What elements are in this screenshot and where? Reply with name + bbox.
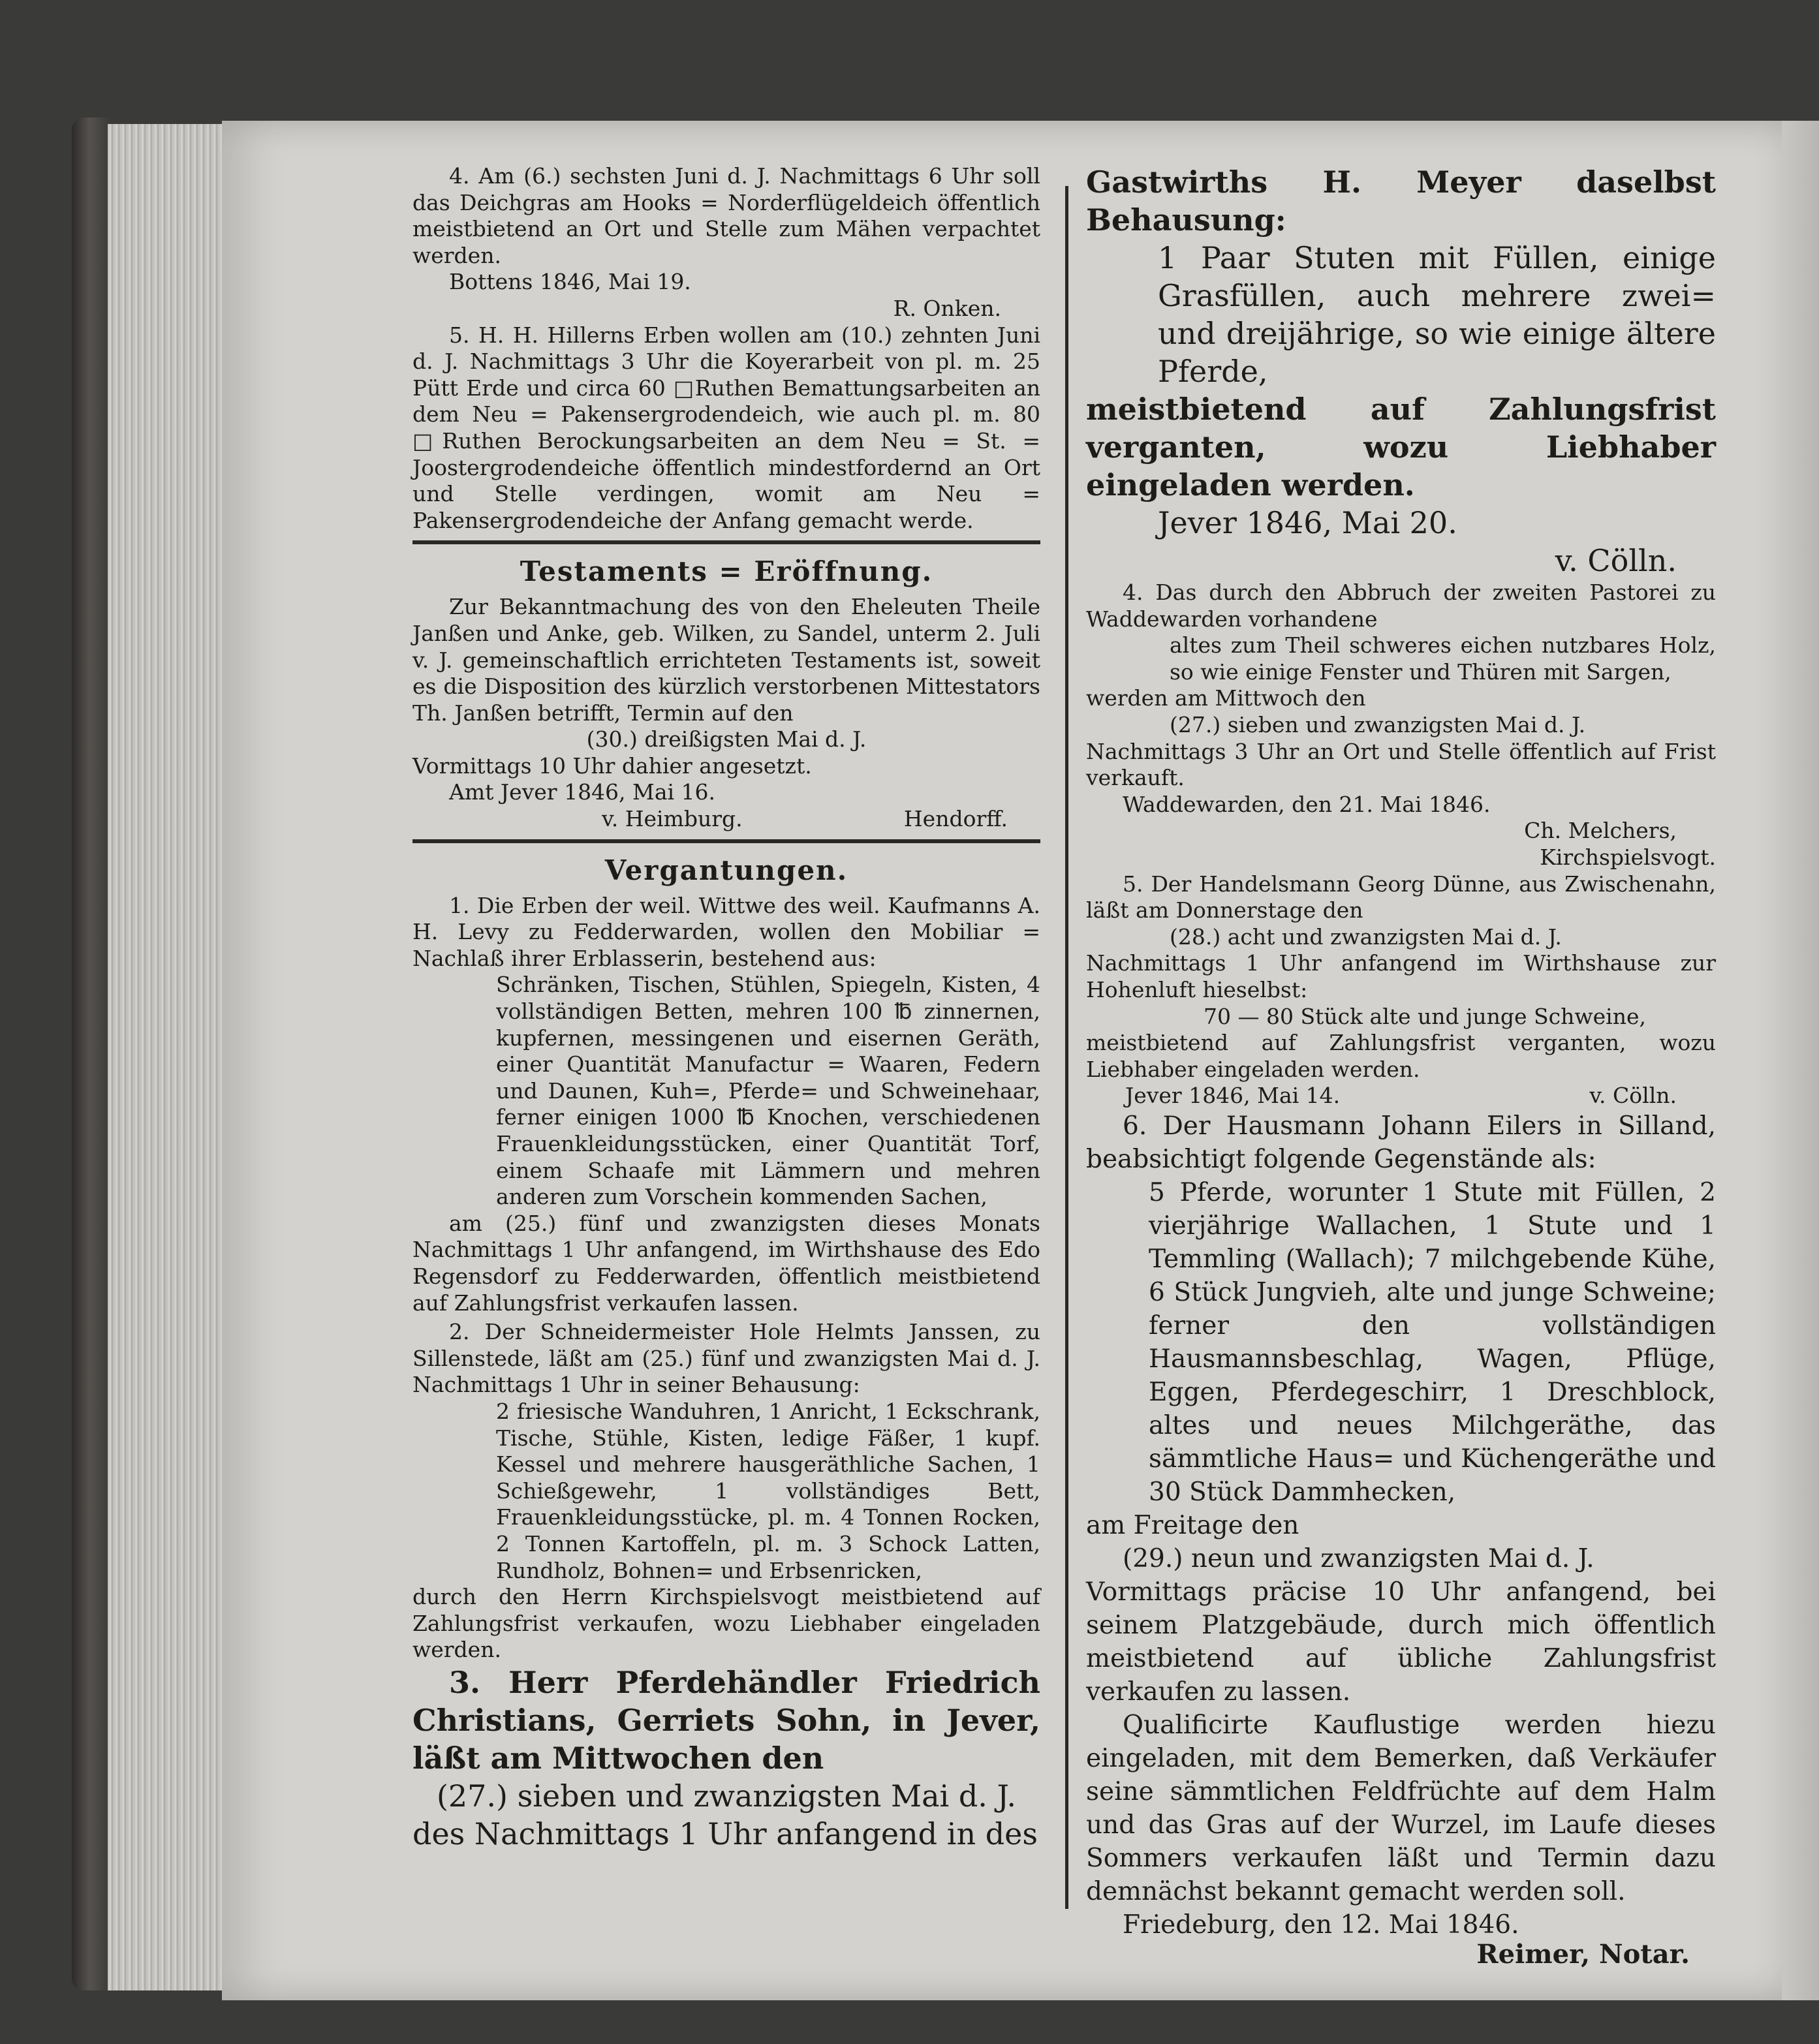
testament-place: Amt Jever 1846, Mai 16. [449, 779, 716, 805]
vergantung-3-intro: 3. Herr Pferdehändler Friedrich Christians, Gerriets Sohn, in Jever, läßt am Mittwochen den [412, 1664, 1040, 1776]
testament-time: Vormittags 10 Uhr dahier angesetzt. [412, 752, 812, 779]
vergantung-1-intro: 1. Die Erben der weil. Wittwe des weil. Kaufmanns A. H. Levy zu Fedderwarden, wollen den Mobiliar = Nachlaß ihrer Erblasserin, bestehend aus: [412, 892, 1040, 971]
vergantung-3-location: Gastwirths H. Meyer daselbst Behausung: [1086, 164, 1716, 238]
notice-4-signature: R. Onken. [893, 295, 1001, 321]
vergantung-3-date: (27.) sieben und zwanzigsten Mai d. J. [436, 1778, 1017, 1814]
vergantungen-heading: Vergantungen. [604, 854, 848, 886]
vergantung-2-intro: 2. Der Schneidermeister Hole Helmts Janssen, zu Sillenstede, läßt am (25.) fünf und zwanzigsten Mai d. J. Nachmittags 1 Uhr in seiner Behausung: [412, 1319, 1040, 1398]
vergantung-1-items: Schränken, Tischen, Stühlen, Spiegeln, Kisten, 4 vollständigen Betten, mehren 100 ℔ zinnernen, kupfernen, messingenen und eisernen Geräth, einer Quantität Manufactur = Waaren, Federn und Daunen, Kuh=, Pferde= und Schweinehaar, ferner einigen 1000 ℔ Knochen, verschiedenen Frauenkleidungsstücken, einer Quantität Torf, einem Schaafe mit Lämmern und mehren anderen zum Vorschein kommenden Sachen, [496, 972, 1040, 1210]
book-spine [72, 117, 111, 1990]
notice-4-place: Bottens 1846, Mai 19. [449, 269, 691, 295]
page-fold [1782, 121, 1819, 2000]
vergantung-6-signature: Reimer, Notar. [1476, 1938, 1690, 1970]
vergantung-3-place: Jever 1846, Mai 20. [1158, 505, 1457, 540]
testament-date: (30.) dreißigsten Mai d. J. [586, 726, 867, 752]
vergantung-4-role: Kirchspielsvogt. [1540, 844, 1716, 870]
left-column [412, 163, 1040, 1853]
vergantung-5-intro: 5. Der Handelsmann Georg Dünne, aus Zwischenahn, läßt am Donnerstage den [1086, 871, 1716, 923]
page-edges [108, 124, 225, 1990]
vergantung-5-footer [1086, 1083, 1716, 1109]
vergantung-4-items: altes zum Theil schweres eichen nutzbares Holz, so wie einige Fenster und Thüren mit Sargen, [1170, 632, 1716, 685]
testament-heading: Testaments = Eröffnung. [520, 555, 933, 588]
vergantung-5-signature: v. Cölln. [1589, 1083, 1677, 1109]
testament-signature-1: v. Heimburg. [602, 806, 743, 832]
vergantung-6-date: (29.) neun und zwanzigsten Mai d. J. [1123, 1543, 1594, 1573]
right-column [1086, 163, 1716, 1968]
vergantung-4-place: Waddewarden, den 21. Mai 1846. [1123, 791, 1491, 817]
column-divider [1065, 186, 1068, 1909]
vergantung-3-items: 1 Paar Stuten mit Füllen, einige Grasfüllen, auch mehrere zwei= und dreijährige, so wie einige ältere Pferde, [1158, 240, 1716, 389]
vergantung-4-intro: 4. Das durch den Abbruch der zweiten Pastorei zu Waddewarden vorhandene [1086, 580, 1716, 632]
vergantung-6-invite: Qualificirte Kauflustige werden hiezu eingeladen, mit dem Bemerken, daß Verkäufer seine sämmtlichen Feldfrüchte auf dem Halm und das Gras auf der Wurzel, im Laufe dieses Sommers verkaufen läßt und Termin dazu demnächst bekannt gemacht werden soll. [1086, 1710, 1716, 1906]
testament-signatures [412, 806, 1040, 833]
vergantung-6-when: am Freitage den [1086, 1510, 1299, 1540]
vergantung-5-items: 70 — 80 Stück alte und junge Schweine, [1204, 1003, 1646, 1029]
vergantung-5-place: Jever 1846, Mai 14. [1125, 1083, 1341, 1109]
section-rule [412, 540, 1040, 544]
vergantung-6-items: 5 Pferde, worunter 1 Stute mit Füllen, 2 vierjährige Wallachen, 1 Stute und 1 Temmling (Wallach); 7 milchgebende Kühe, 6 Stück Jungvieh, alte und junge Schweine; ferner den vollständigen Hausmannsbeschlag, Wagen, Pflüge, Eggen, Pferdegeschirr, 1 Dreschblock, altes und neues Milchgeräthe, das sämmtliche Haus= und Küchengeräthe und 30 Stück Dammhecken, [1149, 1177, 1716, 1507]
vergantung-3-end: meistbietend auf Zahlungsfrist verganten, wozu Liebhaber eingeladen werden. [1086, 392, 1716, 503]
vergantung-4-signature: Ch. Melchers, [1524, 818, 1677, 844]
vergantung-3-time: des Nachmittags 1 Uhr anfangend in des [412, 1816, 1038, 1851]
vergantung-2-items: 2 friesische Wanduhren, 1 Anricht, 1 Eckschrank, Tische, Stühle, Kisten, ledige Fäßer, 1 kupf. Kessel und mehrere hausgeräthliche Sachen, 1 Schießgewehr, 1 vollständiges Bett, Frauenkleidungsstücke, pl. m. 4 Tonnen Rocken, 2 Tonnen Kartoffeln, pl. m. 3 Schock Latten, Rundholz, Bohnen= und Erbsenricken, [496, 1398, 1040, 1583]
vergantung-6-intro: 6. Der Hausmann Johann Eilers in Silland, beabsichtigt folgende Gegenstände als: [1086, 1111, 1716, 1174]
vergantung-3-signature: v. Cölln. [1555, 543, 1677, 578]
vergantung-4-end: Nachmittags 3 Uhr an Ort und Stelle öffentlich auf Frist verkauft. [1086, 738, 1716, 791]
notice-4-text: 4. Am (6.) sechsten Juni d. J. Nachmittags 6 Uhr soll das Deichgras am Hooks = Norderflügeldeich öffentlich meistbietend an Ort und Stelle zum Mähen verpachtet werden. [412, 163, 1040, 268]
vergantung-4-date: (27.) sieben und zwanzigsten Mai d. J. [1170, 711, 1586, 737]
vergantung-5-date: (28.) acht und zwanzigsten Mai d. J. [1170, 923, 1562, 950]
testament-signature-2: Hendorff. [903, 806, 1008, 832]
vergantung-1-date: am (25.) fünf und zwanzigsten dieses Monats Nachmittags 1 Uhr anfangend, im Wirthshause des Edo Regensdorf zu Fedderwarden, öffentlich meistbietend auf Zahlungsfrist verkaufen lassen. [412, 1210, 1040, 1316]
vergantung-2-end: durch den Herrn Kirchspielsvogt meistbietend auf Zahlungsfrist verkaufen, wozu Liebhaber eingeladen werden. [412, 1584, 1040, 1663]
testament-text: Zur Bekanntmachung des von den Eheleuten Theile Janßen und Anke, geb. Wilken, zu Sandel, unterm 2. Juli v. J. gemeinschaftlich errichteten Testaments ist, soweit es die Disposition des kürzlich verstorbenen Mittestators Th. Janßen betrifft, Termin auf den [412, 594, 1040, 726]
vergantung-6-place: Friedeburg, den 12. Mai 1846. [1123, 1910, 1519, 1940]
vergantung-6-text: Vormittags präcise 10 Uhr anfangend, bei seinem Platzgebäude, durch mich öffentlich meistbietend auf übliche Zahlungsfrist verkaufen zu lassen. [1086, 1577, 1716, 1707]
vergantung-5-end: meistbietend auf Zahlungsfrist verganten, wozu Liebhaber eingeladen werden. [1086, 1030, 1716, 1082]
notice-5-text: 5. H. H. Hillerns Erben wollen am (10.) zehnten Juni d. J. Nachmittags 3 Uhr die Koyerarbeit von pl. m. 25 Pütt Erde und circa 60 □Ruthen Bemattungsarbeiten an dem Neu = Pakensergrodendeich, wie auch pl. m. 80 □Ruthen Berockungsarbeiten an dem Neu = St. = Joostergrodendeiche öffentlich mindestfordernd an Ort und Stelle verdingen, womit am Neu = Pakensergrodendeiche der Anfang gemacht werde. [412, 322, 1040, 533]
section-rule [412, 839, 1040, 843]
vergantung-5-text: Nachmittags 1 Uhr anfangend im Wirthshause zur Hohenluft hieselbst: [1086, 950, 1716, 1002]
vergantung-4-when: werden am Mittwoch den [1086, 685, 1366, 711]
